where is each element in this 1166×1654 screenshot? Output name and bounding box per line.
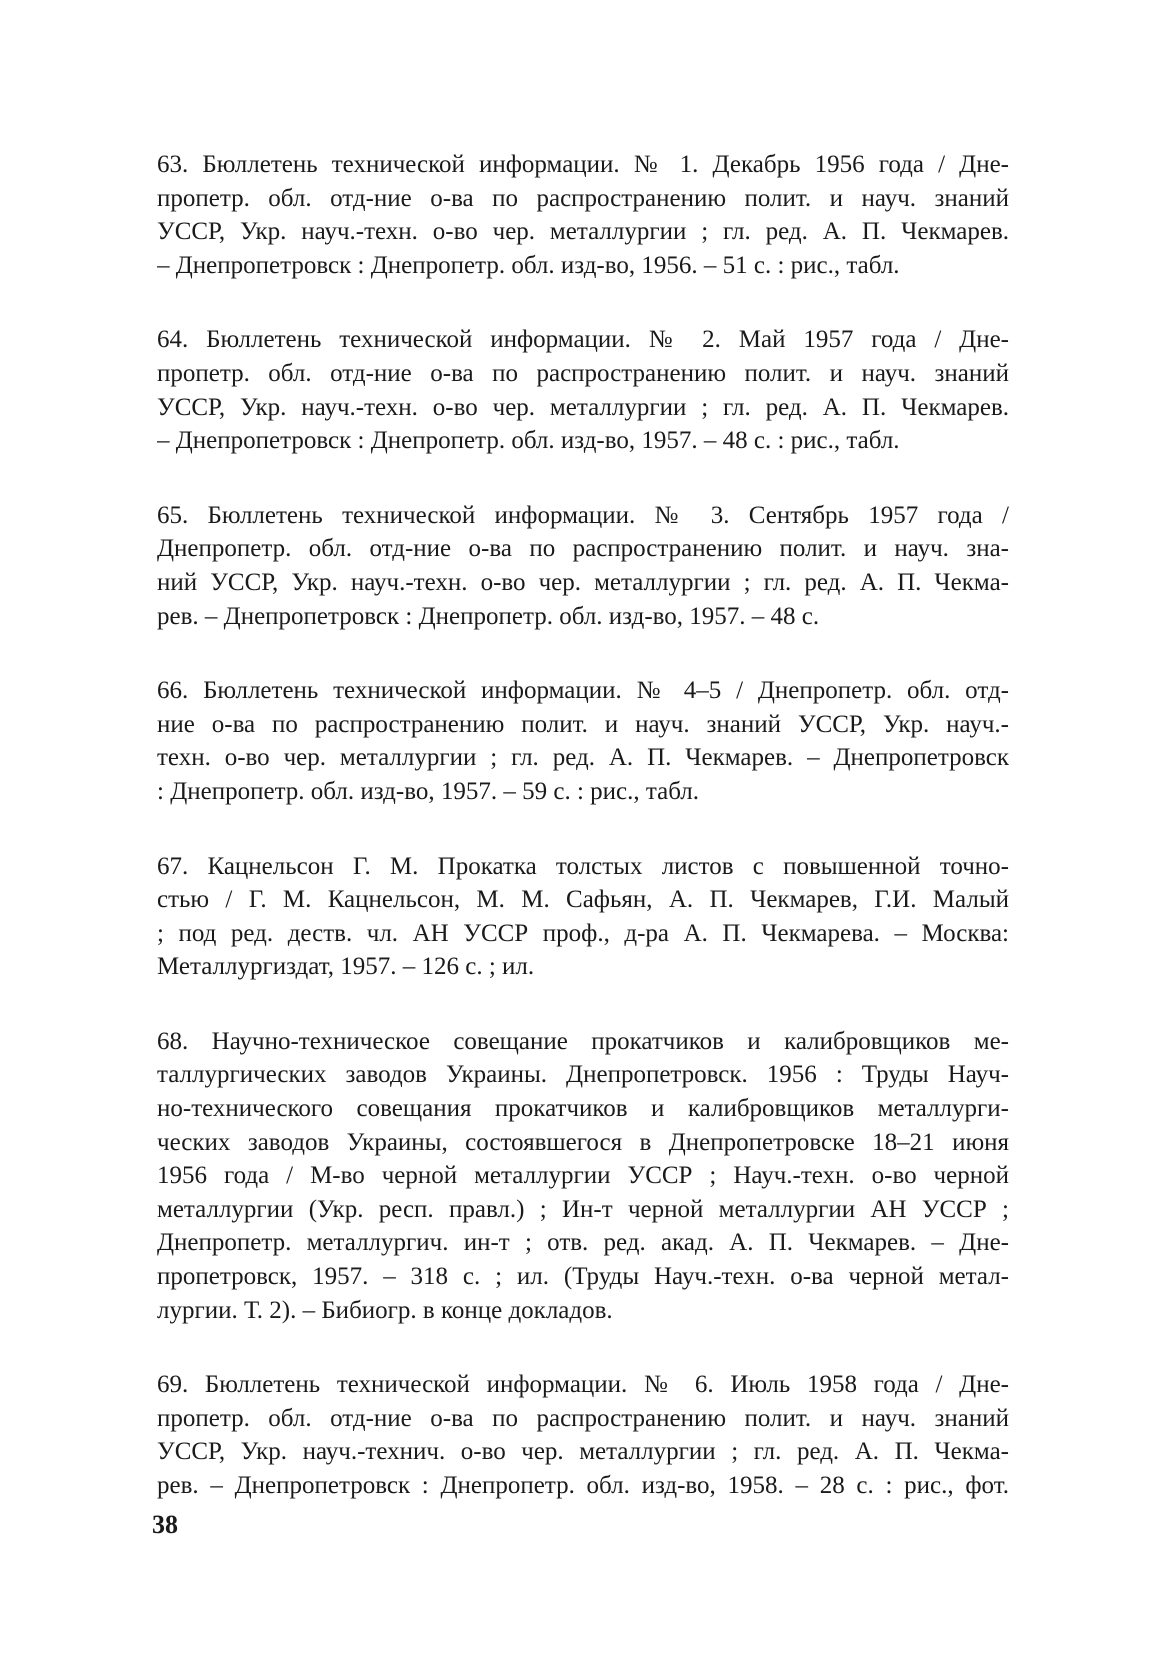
- bibliography-entry-64: [157, 323, 1009, 457]
- entry-line: 69. Бюллетень технической информации. № 6. Июль 1958 года / Дне-: [157, 1371, 1009, 1399]
- bibliography-entry-66: [157, 674, 1009, 808]
- entry-line: пропетр. обл. отд-ние о-ва по распространению полит. и науч. знаний: [157, 1404, 1009, 1432]
- entry-line: ческих заводов Украины, состоявшегося в Днепропетровске 18–21 июня: [157, 1128, 1009, 1156]
- entry-line: – Днепропетровск : Днепропетр. обл. изд-во, 1956. – 51 с. : рис., табл.: [157, 251, 900, 279]
- entry-line: лургии. Т. 2). – Бибиогр. в конце докладов.: [157, 1296, 613, 1324]
- entry-line: ний УССР, Укр. науч.-техн. о-во чер. металлургии ; гл. ред. А. П. Чекма-: [157, 568, 1009, 596]
- entry-line: стью / Г. М. Кацнельсон, М. М. Сафьян, А. П. Чекмарев, Г.И. Малый: [157, 886, 1009, 914]
- bibliography-entry-68: [157, 1025, 1009, 1327]
- entry-line: Днепропетр. металлургич. ин-т ; отв. ред. акад. А. П. Чекмарев. – Дне-: [157, 1229, 1009, 1257]
- bibliography-entry-67: [157, 850, 1009, 984]
- entry-line: 68. Научно-техническое совещание прокатчиков и калибровщиков ме-: [157, 1027, 1009, 1055]
- entry-line: Металлургиздат, 1957. – 126 с. ; ил.: [157, 953, 535, 981]
- entry-line: рев. – Днепропетровск : Днепропетр. обл. изд-во, 1957. – 48 с.: [157, 602, 820, 630]
- entry-line: : Днепропетр. обл. изд-во, 1957. – 59 с. : рис., табл.: [157, 777, 700, 805]
- entry-line: Днепропетр. обл. отд-ние о-ва по распространению полит. и науч. зна-: [157, 535, 1009, 563]
- entry-line: ние о-ва по распространению полит. и науч. знаний УССР, Укр. науч.-: [157, 710, 1009, 738]
- page-number: 38: [152, 1510, 178, 1539]
- bibliography-entry-65: [157, 499, 1009, 633]
- bibliography-list: [157, 148, 1009, 1544]
- entry-line: 64. Бюллетень технической информации. № 2. Май 1957 года / Дне-: [157, 326, 1009, 354]
- entry-line: 1956 года / М-во черной металлургии УССР ; Науч.-техн. о-во черной: [157, 1162, 1009, 1190]
- entry-line: 63. Бюллетень технической информации. № 1. Декабрь 1956 года / Дне-: [157, 151, 1009, 178]
- entry-line: УССР, Укр. науч.-техн. о-во чер. металлургии ; гл. ред. А. П. Чекмарев.: [157, 393, 1009, 421]
- entry-line: – Днепропетровск : Днепропетр. обл. изд-во, 1957. – 48 с. : рис., табл.: [157, 427, 900, 455]
- entry-line: но-технического совещания прокатчиков и калибровщиков металлурги-: [157, 1095, 1009, 1123]
- entry-line: 66. Бюллетень технической информации. № 4–5 / Днепропетр. обл. отд-: [157, 677, 1009, 705]
- entry-line: пропетр. обл. отд-ние о-ва по распространению полит. и науч. знаний: [157, 359, 1009, 387]
- entry-line: рев. – Днепропетровск : Днепропетр. обл. изд-во, 1958. – 28 с. : рис., фот.: [157, 1472, 1009, 1499]
- entry-line: ; под ред. деств. чл. АН УССР проф., д-ра А. П. Чекмарева. – Москва:: [157, 919, 1009, 947]
- bibliography-entry-63: [157, 148, 1009, 282]
- entry-line: пропетр. обл. отд-ние о-ва по распространению полит. и науч. знаний: [157, 184, 1009, 212]
- entry-line: техн. о-во чер. металлургии ; гл. ред. А. П. Чекмарев. – Днепропетровск: [157, 744, 1009, 772]
- entry-line: 65. Бюллетень технической информации. № 3. Сентябрь 1957 года /: [157, 501, 1009, 529]
- entry-line: пропетровск, 1957. – 318 с. ; ил. (Труды Науч.-техн. о-ва черной метал-: [157, 1263, 1009, 1291]
- entry-line: 67. Кацнельсон Г. М. Прокатка толстых листов с повышенной точно-: [157, 852, 1009, 880]
- entry-line: УССР, Укр. науч.-технич. о-во чер. металлургии ; гл. ред. А. П. Чекма-: [157, 1438, 1009, 1466]
- entry-line: металлургии (Укр. респ. правл.) ; Ин-т черной металлургии АН УССР ;: [157, 1195, 1009, 1223]
- entry-line: таллургических заводов Украины. Днепропетровск. 1956 : Труды Науч-: [157, 1061, 1009, 1089]
- bibliography-entry-69: [157, 1368, 1009, 1502]
- entry-line: УССР, Укр. науч.-техн. о-во чер. металлургии ; гл. ред. А. П. Чекмарев.: [157, 218, 1009, 246]
